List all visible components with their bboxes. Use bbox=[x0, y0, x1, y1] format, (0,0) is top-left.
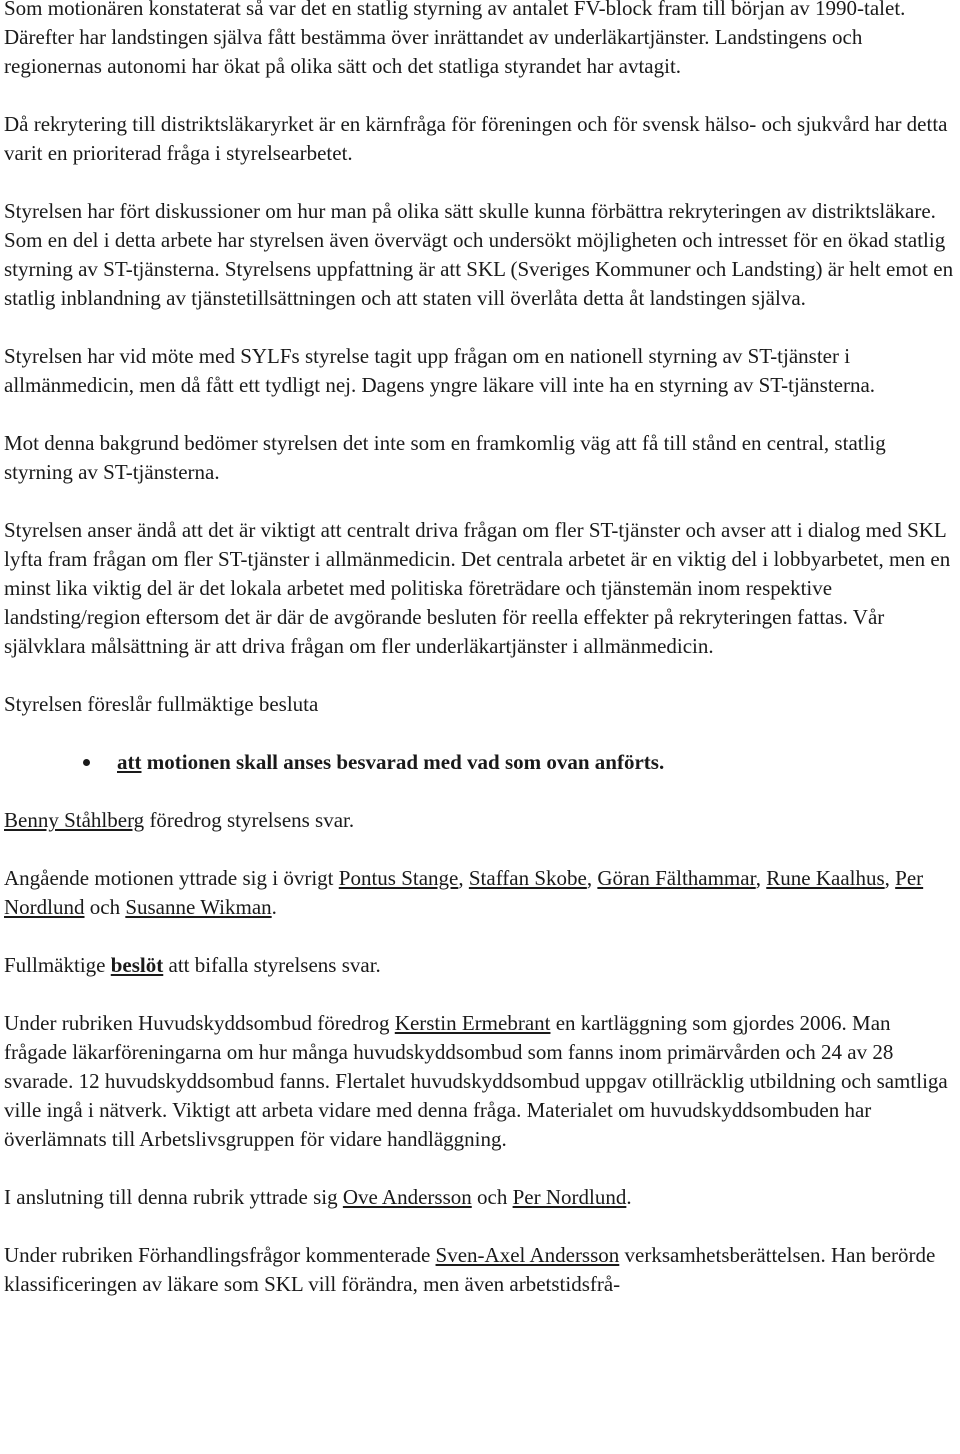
paragraph-sylf-meeting: Styrelsen har vid möte med SYLFs styrelse tagit upp frågan om en nationell styrning av ST-tjänster i allmänmedicin, men då fått ett tydligt nej. Dagens yngre läkare vill inte ha en styrning av ST-tjänsterna. bbox=[4, 344, 876, 397]
negotiation-intro: Under rubriken Förhandlingsfrågor kommenterade bbox=[4, 1243, 436, 1267]
speaker-name: Sven-Axel Andersson bbox=[435, 1243, 620, 1267]
document-page bbox=[4, 0, 956, 1328]
paragraph-assessment: Mot denna bakgrund bedömer styrelsen det inte som en framkomlig väg att få till stånd en central, statlig styrning av ST-tjänsterna. bbox=[4, 431, 886, 484]
proposal-att: att bbox=[117, 750, 142, 774]
negotiation-rest: verksamhetsberättelsen. Han berörde klassificeringen av läkare som SKL vill förändra, men även arbetstidsfrå- bbox=[4, 1243, 936, 1296]
speakers-intro: Angående motionen yttrade sig i övrigt bbox=[4, 866, 339, 890]
separator: och bbox=[84, 895, 126, 919]
speaker-name: Per Nordlund bbox=[512, 1185, 627, 1209]
related-intro: I anslutning till denna rubrik yttrade sig bbox=[4, 1185, 343, 1209]
decision-rest: att bifalla styrelsens svar. bbox=[163, 953, 381, 977]
safety-intro: Under rubriken Huvudskyddsombud föredrog bbox=[4, 1011, 395, 1035]
separator: , bbox=[586, 866, 598, 890]
paragraph-decision bbox=[4, 951, 956, 980]
paragraph-presenter bbox=[4, 806, 956, 835]
paragraph-related-speakers bbox=[4, 1183, 956, 1212]
separator: , bbox=[458, 866, 469, 890]
speaker-name: Göran Fälthammar bbox=[597, 866, 756, 890]
proposal-text bbox=[117, 748, 664, 777]
period: . bbox=[271, 895, 277, 919]
decision-intro: Fullmäktige bbox=[4, 953, 111, 977]
speaker-name: Ove Andersson bbox=[342, 1185, 472, 1209]
paragraph-recruitment-priority: Då rekrytering till distriktsläkaryrket är en kärnfråga för föreningen och för svensk hälso- och sjukvård har detta varit en prioriterad fråga i styrelsearbetet. bbox=[4, 112, 948, 165]
paragraph-st-positions: Styrelsen anser ändå att det är viktigt att centralt driva frågan om fler ST-tjänster och avser att i dialog med SKL lyfta fram frågan om fler ST-tjänster i allmänmedicin. Det centrala arbetet är en viktig del i lobbyarbetet, men en minst lika viktig del är det lokala arbetet med politiska företrädare och tjänstemän inom respektive landsting/region eftersom det är där de avgörande besluten för reella effekter på rekryteringen fattas. Vår självklara målsättning är att driva frågan om fler underläkartjänster i allmänmedicin. bbox=[4, 518, 951, 658]
separator: , bbox=[755, 866, 767, 890]
decision-verb: beslöt bbox=[110, 953, 164, 977]
paragraph-speakers bbox=[4, 864, 956, 922]
proposal-bullet bbox=[4, 748, 956, 777]
paragraph-safety-reps bbox=[4, 1009, 956, 1154]
paragraph-motion-background: Som motionären konstaterat så var det en statlig styrning av antalet FV-block fram till början av 1990-talet. Därefter har landstingen själva fått bestämma över inrättandet av underläkartjänster. Landstingens och regionernas autonomi har ökat på olika sätt och det statliga styrandet har avtagit. bbox=[4, 0, 906, 78]
paragraph-board-discussions: Styrelsen har fört diskussioner om hur man på olika sätt skulle kunna förbättra rekryteringen av distriktsläkare. Som en del i detta arbete har styrelsen även övervägt och undersökt möjligheten och intresset för en ökad statlig styrning av ST-tjänsterna. Styrelsens uppfattning är att SKL (Sveriges Kommuner och Landsting) är helt emot en statlig inblandning av tjänstetillsättningen och att staten vill överlåta detta åt landstingen själva. bbox=[4, 199, 954, 310]
presenter-name: Benny Ståhlberg bbox=[4, 808, 145, 832]
speaker-name: Rune Kaalhus bbox=[766, 866, 885, 890]
proposal-rest: motionen skall anses besvarad med vad som ovan anförts. bbox=[141, 750, 665, 774]
separator: och bbox=[471, 1185, 513, 1209]
speaker-name: Pontus Stange bbox=[338, 866, 459, 890]
speaker-name: Staffan Skobe bbox=[468, 866, 587, 890]
speaker-name: Susanne Wikman bbox=[125, 895, 272, 919]
speaker-name: Kerstin Ermebrant bbox=[394, 1011, 551, 1035]
separator: , bbox=[884, 866, 896, 890]
speaker-name: Per Nordlund bbox=[4, 866, 924, 919]
safety-rest: en kartläggning som gjordes 2006. Man frågade läkarföreningarna om hur många huvudskyddsombud som fanns inom primärvården och 24 av 28 svarade. 12 huvudskyddsombud fanns. Flertalet huvudskyddsombud uppgav otillräcklig utbildning och samtliga ville ingå i nätverk. Viktigt att arbeta vidare med denna fråga. Materialet om huvudskyddsombuden har överlämnats till Arbetslivsgruppen för vidare handläggning. bbox=[4, 1011, 948, 1151]
paragraph-negotiations bbox=[4, 1241, 956, 1299]
paragraph-board-proposal: Styrelsen föreslår fullmäktige besluta bbox=[4, 692, 319, 716]
bullet-icon bbox=[83, 759, 90, 766]
presenter-rest: föredrog styrelsens svar. bbox=[144, 808, 355, 832]
period: . bbox=[626, 1185, 632, 1209]
